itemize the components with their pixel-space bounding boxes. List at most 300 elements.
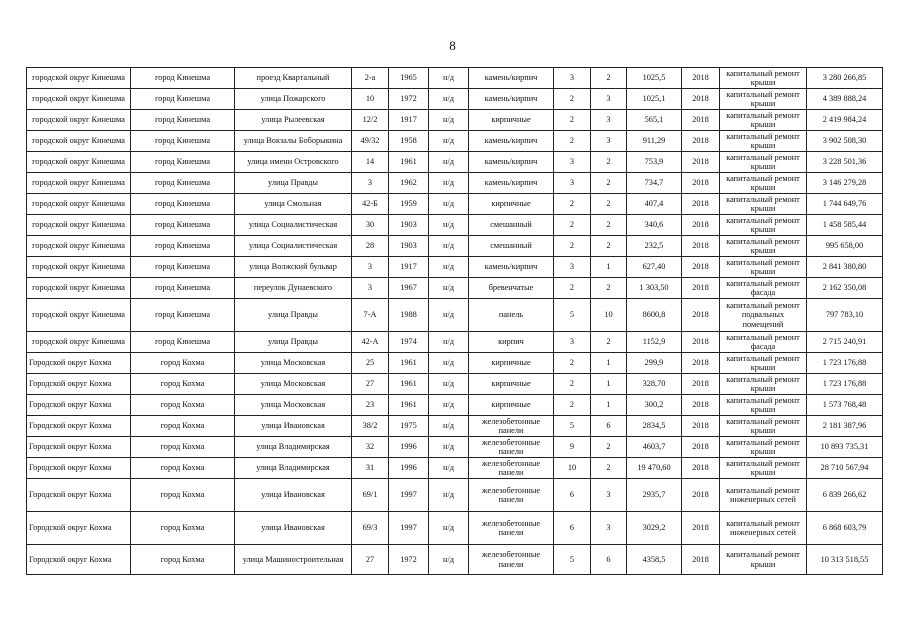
cell-house-number: 31 (352, 458, 389, 479)
cell-total-area: 8600,8 (627, 299, 682, 332)
cell-repair-year: 2018 (682, 374, 720, 395)
cell-repair-year: 2018 (682, 68, 720, 89)
cell-municipality: Городской округ Кохма (27, 416, 131, 437)
cell-wall-material: кирпич (469, 332, 554, 353)
cell-cost: 2 162 350,08 (807, 278, 883, 299)
table-row (27, 257, 883, 278)
cell-work-type: капитальный ремонт крыши (720, 89, 807, 110)
cell-entrances: 2 (591, 236, 627, 257)
cell-house-number: 7-А (352, 299, 389, 332)
cell-cost: 6 868 603,79 (807, 512, 883, 545)
cell-repair-year: 2018 (682, 152, 720, 173)
cell-entrances: 3 (591, 89, 627, 110)
cell-house-number: 27 (352, 374, 389, 395)
cell-year-built: 1962 (389, 173, 429, 194)
cell-floors: 5 (554, 545, 591, 575)
cell-floors: 10 (554, 458, 591, 479)
cell-wall-material: железобетонные панели (469, 437, 554, 458)
cell-entrances: 2 (591, 68, 627, 89)
cell-house-number: 10 (352, 89, 389, 110)
table-row (27, 173, 883, 194)
cell-repair-year: 2018 (682, 236, 720, 257)
table-row (27, 353, 883, 374)
cell-year-built: 1975 (389, 416, 429, 437)
cell-repair-year: 2018 (682, 458, 720, 479)
cell-wall-material: смешанный (469, 215, 554, 236)
cell-cost: 2 419 984,24 (807, 110, 883, 131)
cell-house-number: 69/1 (352, 479, 389, 512)
page-number: 8 (449, 38, 456, 53)
cell-entrances: 3 (591, 479, 627, 512)
cell-wall-material: железобетонные панели (469, 416, 554, 437)
cell-work-type: капитальный ремонт крыши (720, 416, 807, 437)
cell-work-type: капитальный ремонт инженерных сетей (720, 512, 807, 545)
cell-wall-material: бревенчатые (469, 278, 554, 299)
cell-total-area: 3029,2 (627, 512, 682, 545)
cell-floors: 2 (554, 278, 591, 299)
cell-house-number: 32 (352, 437, 389, 458)
cell-street: улица Волжский бульвар (235, 257, 352, 278)
cell-year-built: 1997 (389, 512, 429, 545)
cell-year-renovated: н/д (429, 479, 469, 512)
cell-entrances: 3 (591, 512, 627, 545)
cell-year-built: 1959 (389, 194, 429, 215)
cell-work-type: капитальный ремонт крыши (720, 131, 807, 152)
cell-street: улица Московская (235, 353, 352, 374)
cell-street: улица Машиностроительная (235, 545, 352, 575)
cell-work-type: капитальный ремонт крыши (720, 152, 807, 173)
cell-municipality: городской округ Кинешма (27, 152, 131, 173)
cell-settlement: город Кинешма (131, 215, 235, 236)
cell-entrances: 1 (591, 374, 627, 395)
cell-municipality: Городской округ Кохма (27, 458, 131, 479)
cell-year-built: 1997 (389, 479, 429, 512)
cell-house-number: 3 (352, 278, 389, 299)
cell-repair-year: 2018 (682, 437, 720, 458)
cell-year-built: 1988 (389, 299, 429, 332)
cell-work-type: капитальный ремонт крыши (720, 395, 807, 416)
cell-floors: 2 (554, 110, 591, 131)
cell-entrances: 1 (591, 257, 627, 278)
cell-street: переулок Дунаевского (235, 278, 352, 299)
cell-municipality: городской округ Кинешма (27, 68, 131, 89)
cell-year-built: 1903 (389, 215, 429, 236)
cell-house-number: 14 (352, 152, 389, 173)
cell-entrances: 2 (591, 278, 627, 299)
cell-year-renovated: н/д (429, 152, 469, 173)
cell-entrances: 2 (591, 152, 627, 173)
cell-cost: 1 723 176,88 (807, 374, 883, 395)
cell-floors: 2 (554, 353, 591, 374)
cell-settlement: город Кохма (131, 416, 235, 437)
cell-floors: 2 (554, 395, 591, 416)
table-row (27, 374, 883, 395)
cell-year-built: 1917 (389, 257, 429, 278)
cell-street: улица Социалистическая (235, 215, 352, 236)
cell-street: улица Московская (235, 395, 352, 416)
cell-settlement: город Кохма (131, 545, 235, 575)
cell-total-area: 1152,9 (627, 332, 682, 353)
cell-repair-year: 2018 (682, 299, 720, 332)
cell-repair-year: 2018 (682, 131, 720, 152)
cell-entrances: 2 (591, 215, 627, 236)
cell-municipality: Городской округ Кохма (27, 512, 131, 545)
cell-cost: 1 723 176,88 (807, 353, 883, 374)
cell-house-number: 30 (352, 215, 389, 236)
cell-settlement: город Кинешма (131, 68, 235, 89)
cell-wall-material: смешанный (469, 236, 554, 257)
cell-work-type: капитальный ремонт крыши (720, 458, 807, 479)
cell-cost: 3 902 508,30 (807, 131, 883, 152)
cell-work-type: капитальный ремонт крыши (720, 353, 807, 374)
cell-work-type: капитальный ремонт крыши (720, 257, 807, 278)
cell-settlement: город Кинешма (131, 173, 235, 194)
cell-total-area: 753,9 (627, 152, 682, 173)
cell-year-renovated: н/д (429, 458, 469, 479)
table-row (27, 110, 883, 131)
cell-cost: 1 744 649,76 (807, 194, 883, 215)
cell-work-type: капитальный ремонт фасада (720, 332, 807, 353)
cell-total-area: 2935,7 (627, 479, 682, 512)
cell-cost: 2 181 387,96 (807, 416, 883, 437)
cell-settlement: город Кинешма (131, 110, 235, 131)
cell-floors: 2 (554, 194, 591, 215)
cell-floors: 6 (554, 479, 591, 512)
cell-floors: 6 (554, 512, 591, 545)
cell-municipality: городской округ Кинешма (27, 89, 131, 110)
cell-municipality: городской округ Кинешма (27, 194, 131, 215)
cell-street: проезд Квартальный (235, 68, 352, 89)
cell-year-renovated: н/д (429, 437, 469, 458)
cell-year-renovated: н/д (429, 68, 469, 89)
cell-municipality: Городской округ Кохма (27, 545, 131, 575)
cell-entrances: 3 (591, 110, 627, 131)
cell-year-built: 1972 (389, 89, 429, 110)
cell-total-area: 734,7 (627, 173, 682, 194)
cell-cost: 797 783,10 (807, 299, 883, 332)
cell-work-type: капитальный ремонт крыши (720, 215, 807, 236)
cell-year-built: 1974 (389, 332, 429, 353)
cell-municipality: Городской округ Кохма (27, 353, 131, 374)
cell-entrances: 2 (591, 173, 627, 194)
cell-municipality: городской округ Кинешма (27, 131, 131, 152)
cell-entrances: 2 (591, 332, 627, 353)
cell-repair-year: 2018 (682, 89, 720, 110)
cell-entrances: 1 (591, 353, 627, 374)
cell-wall-material: кирпичные (469, 374, 554, 395)
cell-cost: 10 313 518,55 (807, 545, 883, 575)
cell-year-built: 1961 (389, 152, 429, 173)
cell-house-number: 49/32 (352, 131, 389, 152)
cell-repair-year: 2018 (682, 278, 720, 299)
cell-street: улица Ивановская (235, 479, 352, 512)
cell-street: улица Рылеевская (235, 110, 352, 131)
cell-year-renovated: н/д (429, 332, 469, 353)
cell-year-renovated: н/д (429, 512, 469, 545)
cell-total-area: 1 303,50 (627, 278, 682, 299)
table-row (27, 512, 883, 545)
cell-street: улица Вокзалы Боборыкина (235, 131, 352, 152)
cell-settlement: город Кинешма (131, 299, 235, 332)
cell-total-area: 340,6 (627, 215, 682, 236)
cell-settlement: город Кохма (131, 512, 235, 545)
cell-cost: 4 389 888,24 (807, 89, 883, 110)
cell-house-number: 2-а (352, 68, 389, 89)
cell-municipality: Городской округ Кохма (27, 437, 131, 458)
cell-year-built: 1958 (389, 131, 429, 152)
cell-wall-material: камень/кирпич (469, 68, 554, 89)
cell-house-number: 12/2 (352, 110, 389, 131)
cell-street: улица Ивановская (235, 416, 352, 437)
cell-wall-material: камень/кирпич (469, 152, 554, 173)
cell-municipality: городской округ Кинешма (27, 332, 131, 353)
cell-year-renovated: н/д (429, 353, 469, 374)
table-row (27, 332, 883, 353)
cell-municipality: городской округ Кинешма (27, 299, 131, 332)
cell-year-renovated: н/д (429, 278, 469, 299)
cell-total-area: 565,1 (627, 110, 682, 131)
cell-wall-material: камень/кирпич (469, 173, 554, 194)
cell-cost: 1 573 768,48 (807, 395, 883, 416)
cell-entrances: 10 (591, 299, 627, 332)
cell-repair-year: 2018 (682, 512, 720, 545)
cell-total-area: 407,4 (627, 194, 682, 215)
cell-wall-material: камень/кирпич (469, 257, 554, 278)
table-row (27, 236, 883, 257)
cell-year-renovated: н/д (429, 374, 469, 395)
cell-work-type: капитальный ремонт фасада (720, 278, 807, 299)
table-row (27, 89, 883, 110)
cell-total-area: 627,40 (627, 257, 682, 278)
cell-house-number: 38/2 (352, 416, 389, 437)
cell-street: улица Владимирская (235, 458, 352, 479)
table-row (27, 479, 883, 512)
cell-wall-material: кирпичные (469, 353, 554, 374)
cell-settlement: город Кохма (131, 353, 235, 374)
cell-house-number: 69/3 (352, 512, 389, 545)
table-row (27, 437, 883, 458)
cell-street: улица Пожарского (235, 89, 352, 110)
cell-total-area: 232,5 (627, 236, 682, 257)
cell-year-built: 1996 (389, 458, 429, 479)
cell-municipality: городской округ Кинешма (27, 110, 131, 131)
table-row (27, 68, 883, 89)
cell-year-renovated: н/д (429, 110, 469, 131)
cell-wall-material: железобетонные панели (469, 479, 554, 512)
cell-settlement: город Кинешма (131, 131, 235, 152)
cell-municipality: городской округ Кинешма (27, 278, 131, 299)
cell-floors: 2 (554, 89, 591, 110)
cell-entrances: 6 (591, 545, 627, 575)
cell-entrances: 2 (591, 458, 627, 479)
cell-settlement: город Кинешма (131, 89, 235, 110)
cell-repair-year: 2018 (682, 332, 720, 353)
cell-work-type: капитальный ремонт крыши (720, 194, 807, 215)
cell-floors: 2 (554, 236, 591, 257)
cell-total-area: 1025,1 (627, 89, 682, 110)
cell-work-type: капитальный ремонт крыши (720, 437, 807, 458)
cell-work-type: капитальный ремонт крыши (720, 374, 807, 395)
cell-work-type: капитальный ремонт крыши (720, 68, 807, 89)
cell-cost: 2 715 240,91 (807, 332, 883, 353)
cell-year-built: 1961 (389, 374, 429, 395)
cell-cost: 28 710 567,94 (807, 458, 883, 479)
cell-year-renovated: н/д (429, 545, 469, 575)
table-row (27, 194, 883, 215)
table-row (27, 299, 883, 332)
cell-floors: 5 (554, 416, 591, 437)
cell-house-number: 3 (352, 173, 389, 194)
cell-floors: 9 (554, 437, 591, 458)
cell-entrances: 1 (591, 395, 627, 416)
cell-floors: 5 (554, 299, 591, 332)
cell-wall-material: панель (469, 299, 554, 332)
cell-street: улица Правды (235, 173, 352, 194)
cell-street: улица Смольная (235, 194, 352, 215)
cell-total-area: 19 470,60 (627, 458, 682, 479)
cell-entrances: 2 (591, 437, 627, 458)
cell-total-area: 300,2 (627, 395, 682, 416)
cell-repair-year: 2018 (682, 353, 720, 374)
cell-municipality: Городской округ Кохма (27, 374, 131, 395)
cell-street: улица Правды (235, 332, 352, 353)
cell-floors: 3 (554, 257, 591, 278)
cell-settlement: город Кохма (131, 395, 235, 416)
cell-repair-year: 2018 (682, 416, 720, 437)
cell-entrances: 3 (591, 131, 627, 152)
cell-house-number: 25 (352, 353, 389, 374)
cell-floors: 2 (554, 215, 591, 236)
cell-house-number: 42-Б (352, 194, 389, 215)
table-row (27, 545, 883, 575)
cell-settlement: город Кинешма (131, 194, 235, 215)
table-body (27, 68, 883, 575)
cell-floors: 3 (554, 173, 591, 194)
cell-repair-year: 2018 (682, 173, 720, 194)
cell-work-type: капитальный ремонт крыши (720, 545, 807, 575)
cell-house-number: 23 (352, 395, 389, 416)
table-row (27, 278, 883, 299)
cell-street: улица имени Островского (235, 152, 352, 173)
cell-settlement: город Кинешма (131, 236, 235, 257)
cell-year-renovated: н/д (429, 173, 469, 194)
cell-year-renovated: н/д (429, 257, 469, 278)
cell-settlement: город Кинешма (131, 257, 235, 278)
cell-wall-material: железобетонные панели (469, 545, 554, 575)
cell-repair-year: 2018 (682, 395, 720, 416)
cell-year-built: 1961 (389, 395, 429, 416)
cell-work-type: капитальный ремонт крыши (720, 236, 807, 257)
cell-work-type: капитальный ремонт подвальных помещений (720, 299, 807, 332)
cell-year-renovated: н/д (429, 299, 469, 332)
cell-street: улица Социалистическая (235, 236, 352, 257)
table-row (27, 131, 883, 152)
cell-repair-year: 2018 (682, 479, 720, 512)
cell-house-number: 27 (352, 545, 389, 575)
cell-floors: 3 (554, 332, 591, 353)
table-row (27, 395, 883, 416)
cell-cost: 10 893 735,31 (807, 437, 883, 458)
cell-year-built: 1965 (389, 68, 429, 89)
cell-wall-material: кирпичные (469, 395, 554, 416)
cell-year-built: 1961 (389, 353, 429, 374)
cell-year-renovated: н/д (429, 194, 469, 215)
cell-entrances: 2 (591, 194, 627, 215)
cell-year-built: 1917 (389, 110, 429, 131)
cell-municipality: городской округ Кинешма (27, 257, 131, 278)
cell-street: улица Московская (235, 374, 352, 395)
cell-cost: 1 458 585,44 (807, 215, 883, 236)
cell-street: улица Ивановская (235, 512, 352, 545)
cell-settlement: город Кинешма (131, 332, 235, 353)
table-row (27, 152, 883, 173)
cell-year-renovated: н/д (429, 416, 469, 437)
cell-year-built: 1996 (389, 437, 429, 458)
cell-floors: 3 (554, 152, 591, 173)
cell-settlement: город Кохма (131, 458, 235, 479)
cell-municipality: городской округ Кинешма (27, 236, 131, 257)
cell-repair-year: 2018 (682, 194, 720, 215)
cell-street: улица Правды (235, 299, 352, 332)
cell-house-number: 3 (352, 257, 389, 278)
cell-settlement: город Кохма (131, 479, 235, 512)
cell-floors: 3 (554, 68, 591, 89)
cell-settlement: город Кинешма (131, 152, 235, 173)
cell-municipality: городской округ Кинешма (27, 173, 131, 194)
table-row (27, 215, 883, 236)
cell-repair-year: 2018 (682, 215, 720, 236)
cell-year-renovated: н/д (429, 131, 469, 152)
cell-repair-year: 2018 (682, 257, 720, 278)
cell-wall-material: камень/кирпич (469, 89, 554, 110)
cell-wall-material: кирпичные (469, 194, 554, 215)
cell-total-area: 911,29 (627, 131, 682, 152)
cell-year-renovated: н/д (429, 215, 469, 236)
cell-wall-material: камень/кирпич (469, 131, 554, 152)
cell-house-number: 28 (352, 236, 389, 257)
cell-year-built: 1972 (389, 545, 429, 575)
cell-wall-material: железобетонные панели (469, 458, 554, 479)
cell-total-area: 1025,5 (627, 68, 682, 89)
cell-house-number: 42-А (352, 332, 389, 353)
cell-cost: 3 146 279,28 (807, 173, 883, 194)
cell-floors: 2 (554, 131, 591, 152)
cell-repair-year: 2018 (682, 110, 720, 131)
cell-cost: 995 658,00 (807, 236, 883, 257)
cell-settlement: город Кинешма (131, 278, 235, 299)
cell-floors: 2 (554, 374, 591, 395)
cell-total-area: 2834,5 (627, 416, 682, 437)
cell-settlement: город Кохма (131, 374, 235, 395)
cell-wall-material: кирпичные (469, 110, 554, 131)
cell-cost: 3 228 501,36 (807, 152, 883, 173)
cell-repair-year: 2018 (682, 545, 720, 575)
cell-year-renovated: н/д (429, 236, 469, 257)
cell-year-renovated: н/д (429, 395, 469, 416)
cell-work-type: капитальный ремонт инженерных сетей (720, 479, 807, 512)
cell-municipality: Городской округ Кохма (27, 395, 131, 416)
cell-year-renovated: н/д (429, 89, 469, 110)
cell-work-type: капитальный ремонт крыши (720, 173, 807, 194)
cell-street: улица Владимирская (235, 437, 352, 458)
cell-cost: 2 841 380,80 (807, 257, 883, 278)
cell-municipality: городской округ Кинешма (27, 215, 131, 236)
cell-total-area: 328,70 (627, 374, 682, 395)
cell-year-built: 1967 (389, 278, 429, 299)
table-row (27, 458, 883, 479)
cell-work-type: капитальный ремонт крыши (720, 110, 807, 131)
cell-municipality: Городской округ Кохма (27, 479, 131, 512)
